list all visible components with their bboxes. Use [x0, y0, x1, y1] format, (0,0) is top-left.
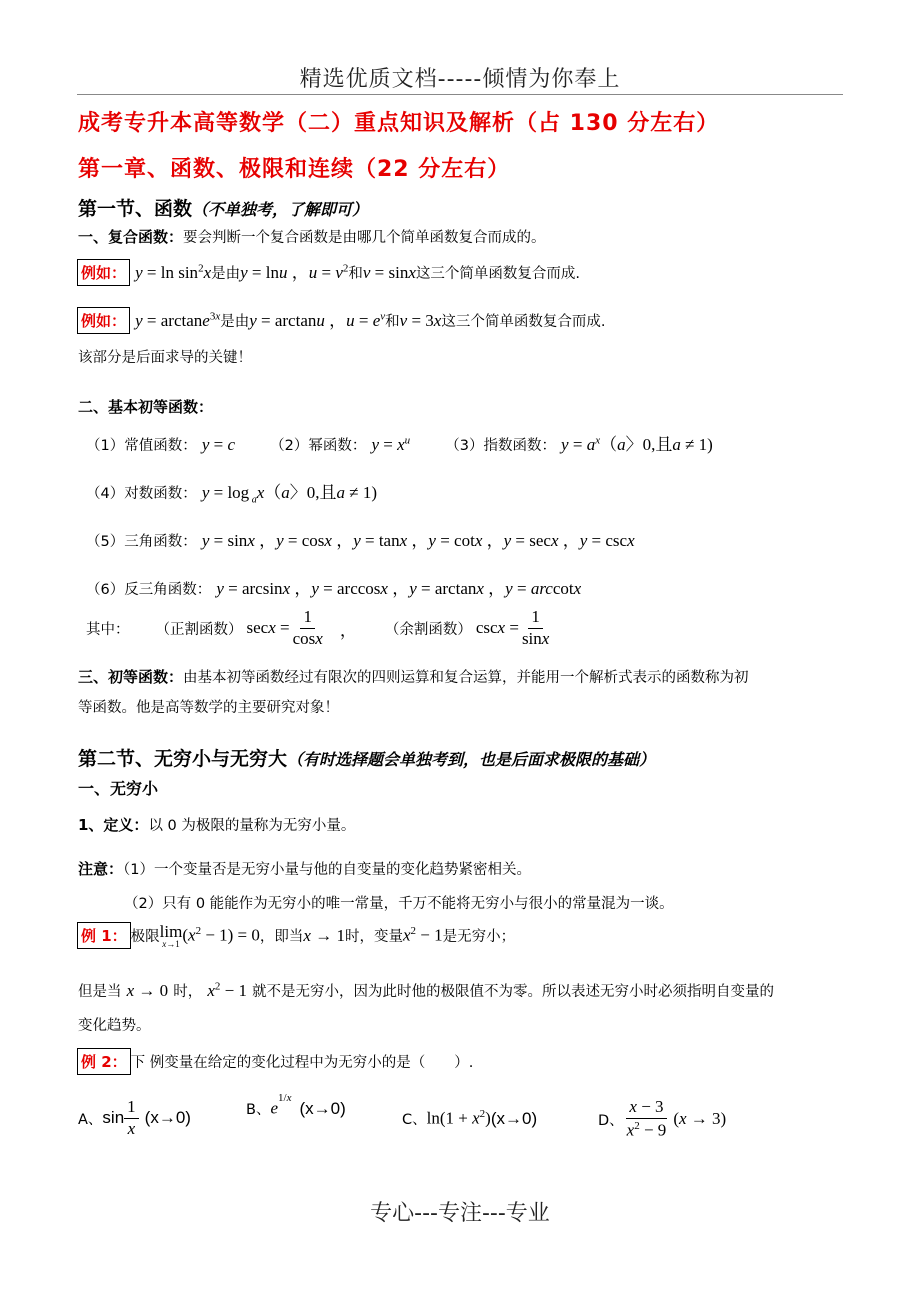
note-text-1: （1）一个变量否是无穷小量与他的自变量的变化趋势紧密相关。	[123, 862, 531, 878]
example-text: 时，	[173, 984, 203, 1000]
basic-row-where	[86, 608, 552, 648]
option-b	[246, 1092, 346, 1119]
item-label: （6）反三角函数：	[86, 582, 212, 598]
formula: x → 1	[303, 925, 345, 945]
formula: y = arctane$^{3x}$	[135, 310, 221, 330]
formula: (x→0)	[490, 1108, 538, 1128]
basic-heading: 二、基本初等函数：	[78, 398, 214, 416]
basic-row-2	[86, 478, 377, 505]
formula: $e^{1/x}$	[270, 1092, 292, 1118]
fraction: $\frac{1}{\cos x}$	[292, 607, 323, 648]
item-label: （2）幂函数：	[270, 438, 367, 454]
formula: $\ln(1 + x^2)$	[426, 1108, 491, 1128]
formula: (x → 3)	[673, 1109, 727, 1129]
elementary-line-1	[78, 666, 749, 687]
separator: ，	[339, 620, 357, 640]
example-text: 和	[385, 314, 400, 330]
section1-title: 第一节、函数	[78, 198, 193, 220]
option-a	[78, 1098, 191, 1138]
item-label: （1）常值函数：	[86, 438, 197, 454]
formula: $y = x^u$	[371, 434, 411, 454]
formula: sin	[102, 1108, 125, 1128]
basic-row-3	[86, 526, 635, 551]
formula: y = arctanu ，$u = e^v$	[249, 310, 386, 330]
composite-text: 要会判断一个复合函数是由哪几个简单函数复合而成的。	[183, 230, 546, 246]
example-label: 例如：	[77, 259, 130, 286]
example-text: 时，变量	[344, 929, 403, 945]
example2-label: 例 2：	[77, 1048, 131, 1075]
formula: $(x^2 - 1) = 0$	[182, 925, 260, 945]
option-c	[402, 1108, 537, 1129]
example-text: 就不是无穷小，因为此时他的极限值不为零。所以表述无穷小时必须指明自变量的	[252, 984, 775, 1000]
sec-label: （正割函数）	[155, 621, 243, 638]
section2-heading	[78, 744, 655, 771]
example-text: 但是当	[78, 984, 122, 1000]
option-letter: D、	[598, 1112, 624, 1129]
formula: y = arcsinx ，y = arccosx ，y = arctanx ，y = arccotx	[216, 579, 582, 598]
basic-row-1	[86, 430, 713, 455]
formula: v = sinx	[362, 263, 416, 282]
option-letter: A、	[78, 1111, 103, 1128]
example1-label: 例 1：	[77, 922, 131, 949]
elementary-line-2: 等函数。他是高等数学的主要研究对象！	[78, 700, 339, 716]
example-text: 是由	[220, 314, 250, 330]
definition-label: 1、定义：	[78, 816, 149, 834]
formula: y = c	[201, 435, 236, 454]
definition-text: 以 0 为极限的量称为无穷小量。	[148, 818, 356, 834]
page-footer: 专心---专注---专业	[370, 1201, 550, 1226]
composite-heading: 一、复合函数：	[78, 228, 184, 246]
composite-example-1	[77, 258, 580, 286]
page-header: 精选优质文档-----倾情为你奉上	[299, 67, 621, 92]
item-label: （5）三角函数：	[86, 534, 197, 550]
doc-title: 成考专升本高等数学（二）重点知识及解析（占 130 分左右）	[78, 111, 720, 136]
chapter-title: 第一章、函数、极限和连续（22 分左右）	[78, 157, 511, 182]
formula: (x→0)	[299, 1098, 346, 1118]
example1-cont-line-2: 变化趋势。	[78, 1018, 151, 1034]
option-letter: B、	[246, 1102, 271, 1118]
note-line-2: （2）只有 0 能能作为无穷小的唯一常量，千万不能将无穷小与很小的常量混为一谈。	[124, 896, 674, 912]
elementary-text: 由基本初等函数经过有限次的四则运算和复合运算，并能用一个解析式表示的函数称为初	[183, 670, 749, 686]
example-text: 是无穷小；	[442, 929, 516, 945]
limit-operator: lim x→1	[159, 921, 183, 949]
composite-line	[78, 226, 546, 247]
item-label: （3）指数函数：	[445, 438, 556, 454]
formula: v = 3x	[399, 311, 442, 330]
fraction: $\frac{1}{x}$	[124, 1098, 139, 1138]
composite-example-2	[77, 306, 605, 334]
formula: y = sinx ，y = cosx ，y = tanx ，y = cotx ，y = secx ，y = cscx	[201, 531, 635, 550]
where-label: 其中：	[86, 621, 130, 638]
fraction: $\frac{x - 3}{x^2 - 9}$	[626, 1097, 667, 1140]
csc-label: （余割函数）	[384, 621, 472, 638]
section1-note: （不单独考，了解即可）	[192, 200, 369, 219]
note-line-1	[78, 858, 531, 879]
item-label: （4）对数函数：	[86, 486, 197, 502]
formula: $y = a^x(a$〉0,且a ≠ 1)	[561, 434, 713, 454]
formula: y = lnu ，$u = v^2$	[240, 262, 349, 282]
formula: (x→0)	[144, 1108, 191, 1128]
formula: $x^2 - 1$	[207, 980, 247, 1000]
note-label: 注意：	[78, 860, 124, 878]
key-note: 该部分是后面求导的关键！	[78, 350, 252, 366]
example-text: 是由	[211, 266, 241, 282]
basic-row-4	[86, 574, 581, 599]
fraction: $\frac{1}{\sin x}$	[521, 607, 550, 648]
formula: cscx =	[475, 618, 519, 638]
example-text: 这三个简单函数复合而成.	[441, 314, 606, 330]
formula: x → 0	[126, 981, 169, 1000]
formula: y = log $_a$x（a〉0,且a ≠ 1)	[201, 483, 377, 506]
section2-title: 第二节、无穷小与无穷大	[78, 748, 288, 770]
example2-text: 下 例变量在给定的变化过程中为无穷小的是（ ）.	[130, 1055, 474, 1071]
example-text: 这三个简单函数复合而成.	[415, 266, 580, 282]
infinitesimal-heading: 一、无穷小	[78, 779, 159, 798]
section2-note: （有时选择题会单独考到，也是后面求极限的基础）	[287, 750, 656, 769]
formula: $y = \ln \sin^2x$	[135, 262, 212, 282]
option-d	[598, 1098, 726, 1140]
example-label: 例如：	[77, 307, 130, 334]
header-rule	[77, 94, 843, 95]
example-text: ，即当	[259, 929, 304, 945]
formula: $x^2 - 1$	[402, 925, 443, 945]
formula: secx =	[246, 618, 290, 638]
example1-cont-line-1	[78, 980, 774, 1001]
definition-line	[78, 814, 355, 835]
elementary-heading: 三、初等函数：	[78, 668, 184, 686]
section1-heading	[78, 194, 368, 221]
example1-line	[77, 922, 515, 949]
example-text: 极限	[130, 929, 160, 945]
example-text: 和	[348, 266, 363, 282]
example2-line	[77, 1048, 473, 1075]
option-letter: C、	[402, 1112, 427, 1128]
